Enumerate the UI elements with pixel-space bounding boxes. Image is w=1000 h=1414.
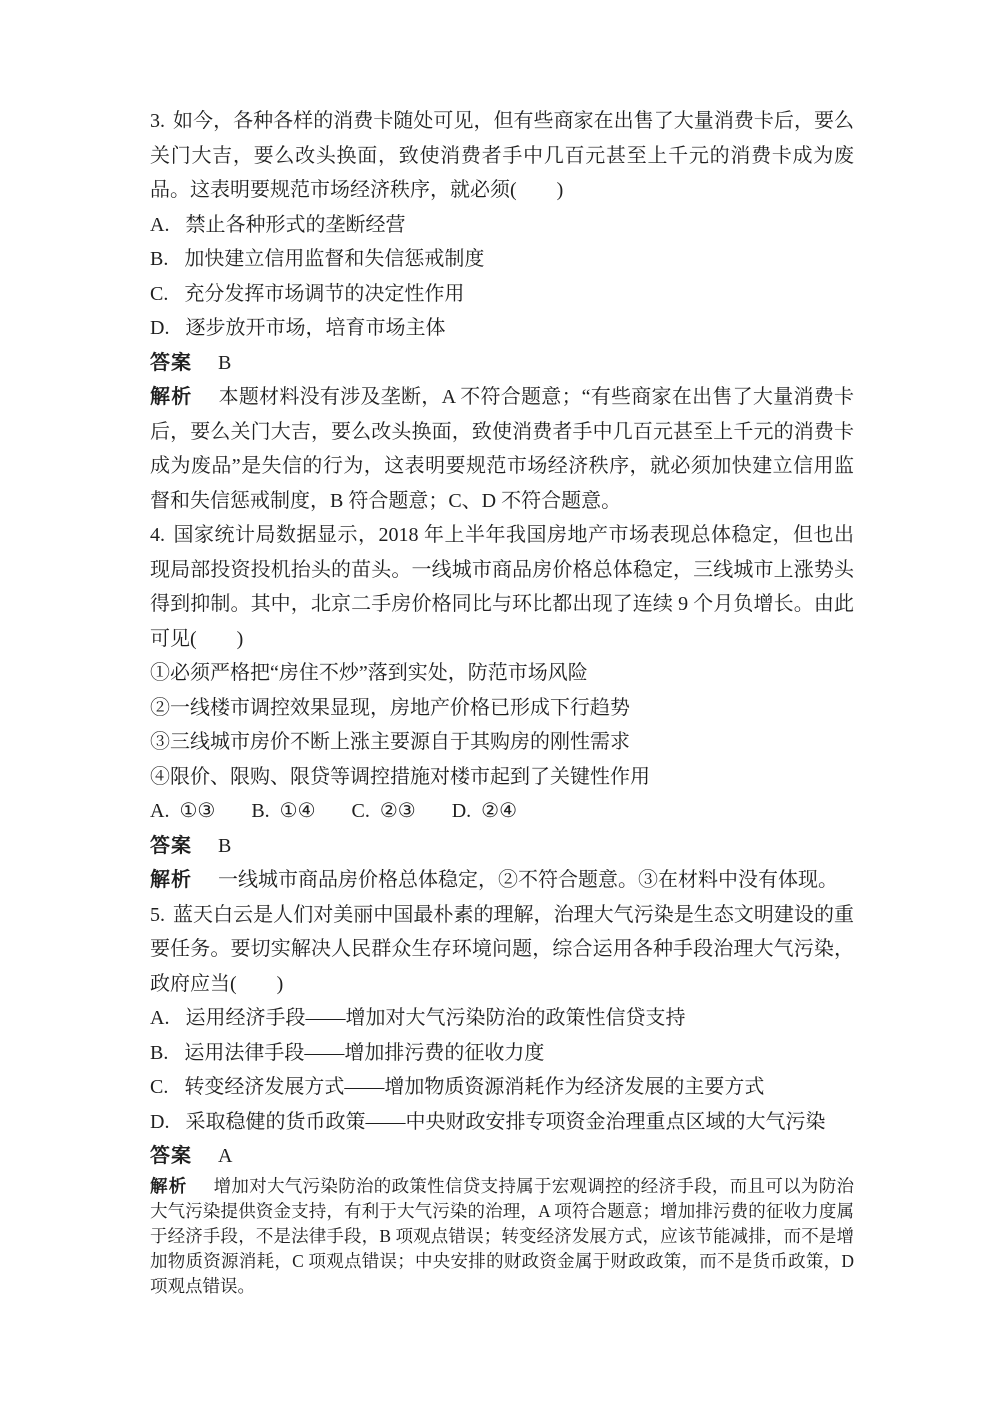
option-text: ②④ (481, 800, 518, 822)
question-3-option-b (150, 242, 854, 277)
question-3-option-a (150, 208, 854, 243)
question-5-stem-text: 蓝天白云是人们对美丽中国最朴素的理解，治理大气污染是生态文明建设的重要任务。要切实解决人民群众生存环境问题，综合运用各种手段治理大气污染，政府应当( ) (150, 903, 854, 995)
question-5-stem (150, 898, 854, 1002)
question-5-analysis (150, 1174, 854, 1299)
question-3-stem (150, 104, 854, 208)
option-label: C. (150, 1076, 169, 1098)
question-4-option-b (251, 800, 315, 822)
question-4-option-a (150, 800, 215, 822)
question-3-option-c (150, 277, 854, 312)
answer-label: 答案 (150, 834, 192, 857)
analysis-text: 本题材料没有涉及垄断，A 不符合题意；“有些商家在出售了大量消费卡后，要么关门大吉，要么改头换面，致使消费者手中几百元甚至上千元的消费卡成为废品”是失信的行为，这表明要规范市场经济秩序，就必须加快建立信用监督和失信惩戒制度，B 符合题意；C、D 不符合题意。 (150, 386, 855, 512)
text-column (150, 104, 854, 1299)
option-label: B. (150, 248, 169, 270)
option-label: B. (150, 1041, 169, 1064)
option-label: A. (150, 800, 170, 822)
question-4-statement-3: ③三线城市房价不断上涨主要源自于其购房的刚性需求 (150, 731, 630, 753)
answer-label: 答案 (150, 351, 192, 374)
question-4-stem (150, 518, 854, 656)
question-4-answer (150, 829, 854, 864)
question-3-number: 3. (150, 110, 165, 132)
option-text: 运用法律手段——增加排污费的征收力度 (184, 1041, 545, 1064)
question-5-option-b (150, 1036, 854, 1071)
analysis-label: 解析 (150, 1175, 188, 1196)
option-text: 禁止各种形式的垄断经营 (185, 213, 406, 236)
option-text: 运用经济手段——增加对大气污染防治的政策性信贷支持 (185, 1007, 686, 1029)
answer-value: A (218, 1145, 233, 1167)
question-3-analysis (150, 380, 854, 518)
question-4-option-c (352, 800, 416, 822)
question-5-option-c (150, 1070, 854, 1105)
option-text: 充分发挥市场调节的决定性作用 (184, 282, 465, 305)
option-text: ①④ (279, 800, 316, 822)
option-text: 转变经济发展方式——增加物质资源消耗作为经济发展的主要方式 (184, 1076, 765, 1098)
analysis-text: 增加对大气污染防治的政策性信贷支持属于宏观调控的经济手段，而且可以为防治大气污染提供资金支持，有利于大气污染的治理，A 项符合题意；增加排污费的征收力度属于经济手段，不是法律手段，B 项观点错误；转变经济发展方式，应该节能减排，而不是增加物质资源消耗，C 项观点错误；中央安排的财政资金属于财政政策，而不是货币政策，D 项观点错误。 (150, 1175, 855, 1296)
question-5-number: 5. (150, 903, 165, 926)
option-text: 加快建立信用监督和失信惩戒制度 (184, 248, 485, 270)
option-label: D. (150, 1110, 170, 1133)
option-label: A. (150, 213, 170, 236)
option-text: ①③ (179, 800, 216, 822)
question-4-statement-1: ①必须严格把“房住不炒”落到实处，防范市场风险 (150, 662, 588, 684)
question-block-3 (150, 104, 854, 518)
question-4-option-d (452, 800, 517, 822)
answer-value: B (218, 351, 232, 374)
analysis-text: 一线城市商品房价格总体稳定，②不符合题意。③在材料中没有体现。 (218, 869, 838, 891)
question-4-stem-text: 国家统计局数据显示，2018 年上半年我国房地产市场表现总体稳定，但也出现局部投资投机抬头的苗头。一线城市商品房价格总体稳定，三线城市上涨势头得到抑制。其中，北京二手房价格同比与环比都出现了连续 9 个月负增长。由此可见( ) (150, 524, 854, 650)
option-label: B. (251, 800, 270, 822)
question-4-options-row (150, 794, 854, 829)
question-5-option-a (150, 1001, 854, 1036)
answer-label: 答案 (150, 1145, 192, 1167)
question-3-option-d (150, 311, 854, 346)
option-label: C. (150, 282, 169, 305)
question-4-statement-2: ②一线楼市调控效果显现，房地产价格已形成下行趋势 (150, 696, 630, 719)
question-3-stem-text: 如今，各种各样的消费卡随处可见，但有些商家在出售了大量消费卡后，要么关门大吉，要么改头换面，致使消费者手中几百元甚至上千元的消费卡成为废品。这表明要规范市场经济秩序，就必须( ) (150, 110, 854, 201)
question-4-analysis (150, 863, 854, 898)
option-label: D. (150, 317, 170, 339)
option-text: 逐步放开市场，培育市场主体 (185, 317, 446, 339)
question-3-answer (150, 346, 854, 381)
question-4-number: 4. (150, 524, 165, 546)
option-label: C. (351, 800, 370, 822)
option-text: 采取稳健的货币政策——中央财政安排专项资金治理重点区域的大气污染 (185, 1110, 826, 1133)
option-label: D. (451, 800, 472, 822)
analysis-label: 解析 (150, 386, 193, 408)
question-block-5 (150, 898, 854, 1299)
answer-value: B (218, 834, 232, 857)
question-5-answer (150, 1139, 854, 1174)
question-4-statement-4: ④限价、限购、限贷等调控措施对楼市起到了关键性作用 (150, 765, 650, 788)
question-block-4 (150, 518, 854, 898)
option-text: ②③ (379, 800, 416, 822)
question-5-option-d (150, 1105, 854, 1140)
analysis-label: 解析 (150, 869, 192, 891)
option-label: A. (150, 1007, 170, 1029)
